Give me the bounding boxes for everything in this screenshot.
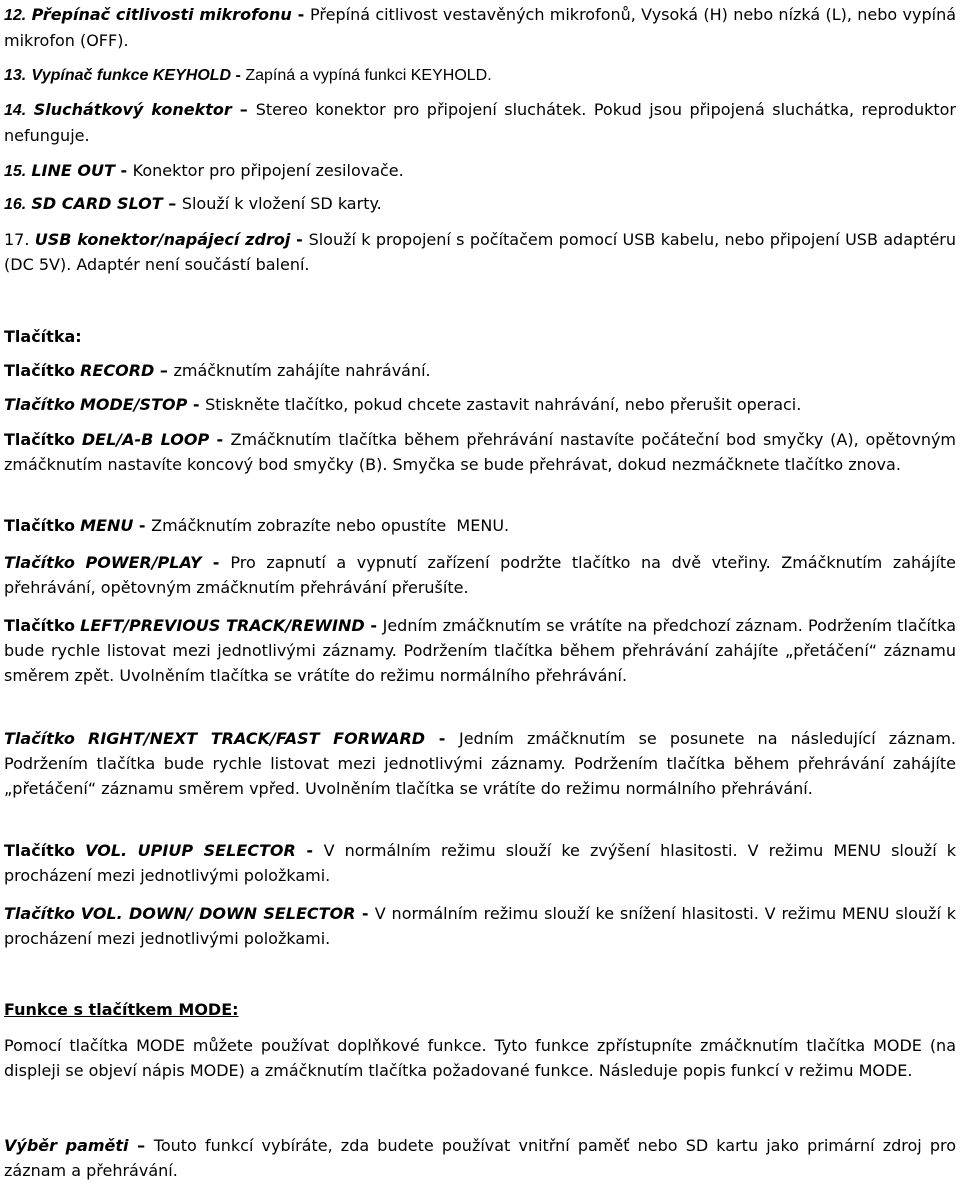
item-separator: –: [162, 194, 182, 213]
button-lead: Tlačítko: [4, 430, 76, 449]
button-lead: Tlačítko: [4, 553, 75, 572]
item-separator: -: [291, 5, 311, 24]
item-text: Přepíná citlivost vestavěných mikrofonů, Vysoká (H) nebo nízká (L), nebo vypíná mikrofon (OFF).: [4, 5, 957, 50]
button-separator: -: [295, 841, 324, 860]
buttons-heading: Tlačítka:: [4, 327, 82, 346]
item-text: Slouží k vložení SD karty.: [181, 194, 382, 213]
button-menu: [4, 513, 956, 538]
button-lead: Tlačítko: [4, 841, 76, 860]
item-14: [4, 97, 956, 148]
button-separator: -: [425, 729, 459, 748]
button-name: RIGHT/NEXT TRACK/FAST FORWARD: [88, 729, 426, 748]
button-lead: Tlačítko: [4, 729, 75, 748]
button-text: Pro zapnutí a vypnutí zařízení podržte tlačítko na dvě vteřiny. Zmáčknutím zahájíte přehrávání, opětovným zmáčknutím přehrávání přerušíte.: [4, 553, 957, 597]
item-number: 16.: [4, 196, 27, 213]
memory-text: Touto funkcí vybíráte, zda budete používat vnitřní paměť nebo SD kartu jako primární zdroj pro záznam a přehrávání.: [4, 1136, 957, 1180]
button-left-previous: [4, 613, 956, 688]
item-number: 14.: [4, 102, 27, 119]
item-text: Stereo konektor pro připojení sluchátek. Pokud jsou připojená sluchátka, reproduktor nefunguje.: [4, 100, 956, 145]
item-title: Sluchátkový konektor: [33, 100, 232, 119]
item-15: [4, 158, 956, 184]
item-12: [4, 2, 956, 53]
memory-select: [4, 1133, 956, 1183]
button-lead: Tlačítko: [4, 361, 76, 380]
item-separator: -: [290, 230, 309, 249]
item-title: Přepínač citlivosti mikrofonu: [31, 5, 292, 24]
item-text: Zapíná a vypíná funkci KEYHOLD.: [245, 67, 492, 84]
button-text: V normálním režimu slouží ke zvýšení hlasitosti. V režimu MENU slouží k procházení mezi jednotlivými položkami.: [4, 841, 956, 885]
button-text: Zmáčknutím tlačítka během přehrávání nastavíte počáteční bod smyčky (A), opětovným zmáčknutím nastavíte koncový bod smyčky (B). Smyčka se bude přehrávat, dokud nezmáčknete tlačítko znova.: [4, 430, 957, 474]
item-text: Konektor pro připojení zesilovače.: [132, 161, 404, 180]
button-lead: Tlačítko: [4, 395, 75, 414]
button-text: Jedním zmáčknutím se vrátíte na předchozí záznam. Podržením tlačítka bude rychle listovat mezi jednotlivými záznamy. Podržením tlačítka během přehrávání zahájíte „přetáčení“ záznamu směrem zpět. Uvolněním tlačítka se vrátíte do režimu normálního přehrávání.: [4, 616, 956, 685]
button-vol-up: [4, 838, 956, 888]
mode-intro: Pomocí tlačítka MODE můžete používat doplňkové funkce. Tyto funkce zpřístupníte zmáčknutím tlačítka MODE (na displeji se objeví nápis MODE) a zmáčknutím tlačítka požadované funkce. Následuje popis funkcí v režimu MODE.: [4, 1036, 956, 1080]
button-separator: -: [355, 904, 375, 923]
button-record: [4, 358, 956, 383]
memory-title: Výběr paměti: [4, 1136, 129, 1155]
button-name: DEL/A-B LOOP: [81, 430, 210, 449]
button-lead: Tlačítko: [4, 904, 75, 923]
button-text: Stiskněte tlačítko, pokud chcete zastavit nahrávání, nebo přerušit operaci.: [205, 395, 802, 414]
button-lead: Tlačítko: [4, 616, 76, 635]
button-separator: -: [133, 516, 152, 535]
button-name: MENU: [80, 516, 134, 535]
button-text: V normálním režimu slouží ke snížení hlasitosti. V režimu MENU slouží k procházení mezi jednotlivými položkami.: [4, 904, 957, 948]
item-text: Slouží k propojení s počítačem pomocí USB kabelu, nebo připojení USB adaptéru (DC 5V). Adaptér není součástí balení.: [4, 230, 957, 274]
item-separator: -: [114, 161, 133, 180]
button-name: MODE/STOP: [79, 395, 188, 414]
button-separator: -: [201, 553, 231, 572]
button-text: Zmáčknutím zobrazíte nebo opustíte MENU.: [151, 516, 510, 535]
item-title: SD CARD SLOT: [31, 194, 163, 213]
button-mode-stop: [4, 392, 956, 417]
button-name: LEFT/PREVIOUS TRACK/REWIND: [80, 616, 365, 635]
button-separator: –: [154, 361, 174, 380]
button-text: Jedním zmáčknutím se posunete na následující záznam. Podržením tlačítka bude rychle listovat mezi jednotlivými záznamy. Podržením tlačítka během přehrávání zahájíte „přetáčení“ záznamu směrem vpřed. Uvolněním tlačítka se vrátíte do režimu normálního přehrávání.: [4, 729, 956, 798]
memory-separator: –: [128, 1136, 154, 1155]
button-separator: -: [209, 430, 231, 449]
item-number: 12.: [4, 7, 27, 24]
item-13: [4, 62, 956, 88]
item-separator: -: [231, 67, 246, 84]
button-del-ab-loop: [4, 427, 956, 477]
item-number: 13.: [4, 67, 27, 84]
button-name: RECORD: [80, 361, 155, 380]
item-16: [4, 191, 956, 217]
item-17: [4, 227, 956, 277]
button-separator: -: [187, 395, 206, 414]
item-number: 17.: [4, 230, 30, 249]
button-separator: -: [364, 616, 383, 635]
button-power-play: [4, 550, 956, 600]
button-text: zmáčknutím zahájíte nahrávání.: [173, 361, 431, 380]
button-vol-down: [4, 901, 956, 951]
button-lead: Tlačítko: [4, 516, 76, 535]
button-name: VOL. DOWN/ DOWN SELECTOR: [80, 904, 356, 923]
button-name: VOL. UPIUP SELECTOR: [85, 841, 296, 860]
item-title: Vypínač funkce KEYHOLD: [31, 67, 232, 84]
item-number: 15.: [4, 163, 27, 180]
item-separator: –: [231, 100, 256, 119]
button-name: POWER/PLAY: [85, 553, 202, 572]
mode-heading: Funkce s tlačítkem MODE:: [4, 1000, 239, 1019]
item-title: USB konektor/napájecí zdroj: [34, 230, 291, 249]
button-right-next: [4, 726, 956, 801]
item-title: LINE OUT: [31, 161, 115, 180]
